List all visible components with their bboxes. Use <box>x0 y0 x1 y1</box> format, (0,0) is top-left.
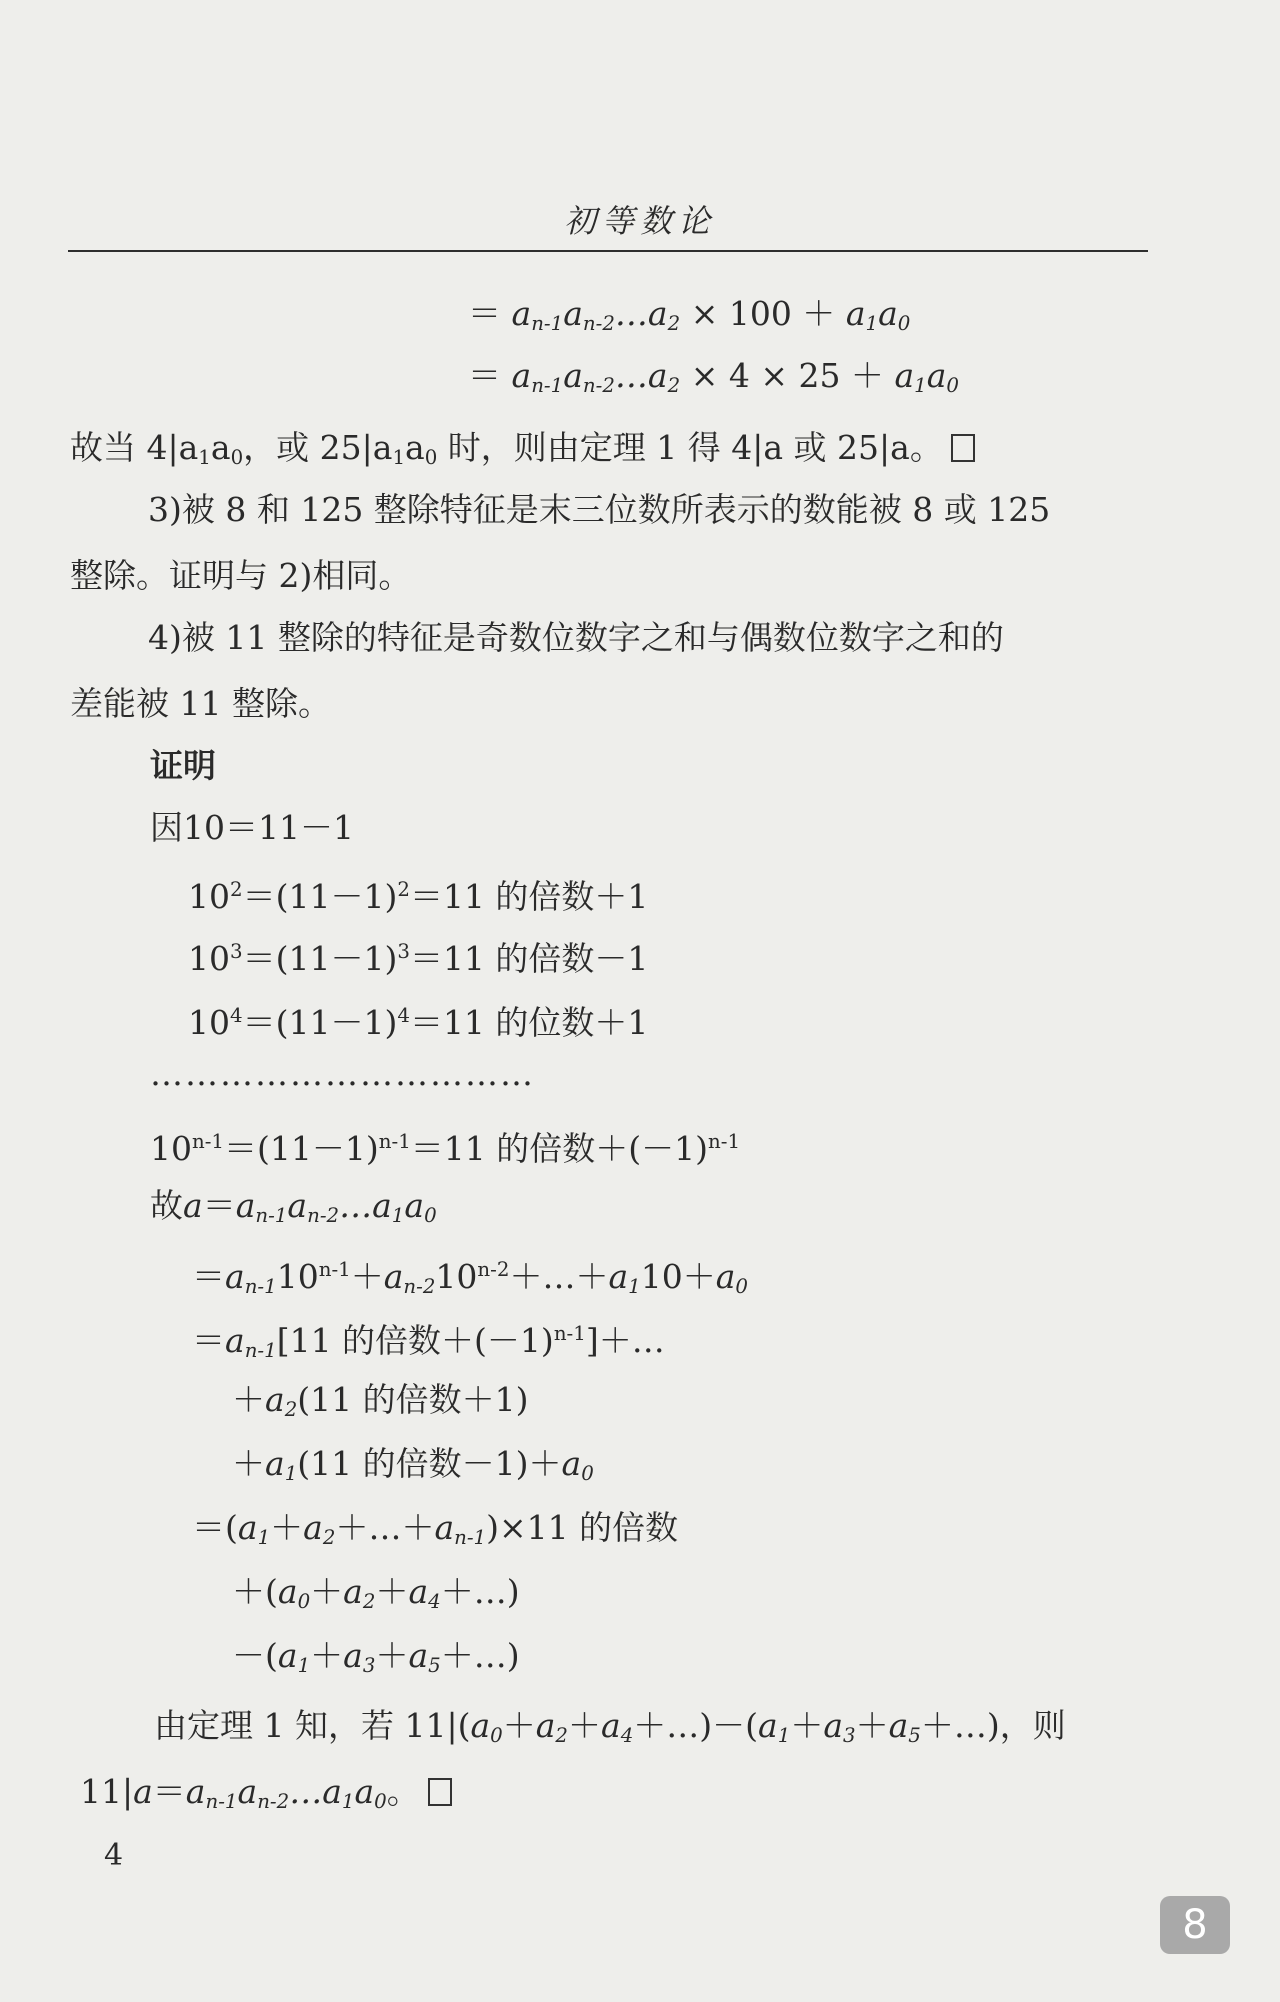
qed-box-icon <box>428 1778 452 1806</box>
equation-line: $=a_{n-1}10^{n-1}+a_{n-2}10^{n-2}+\dots+a_110+a_0$ <box>192 1256 748 1298</box>
paragraph-line: 3)被 8 和 125 整除特征是末三位数所表示的数能被 8 或 125 <box>148 490 1051 529</box>
header-rule <box>68 250 1148 252</box>
equation-line: $10^4=(11-1)^4=11$ 的位数＋1 <box>188 1002 649 1042</box>
equation-line: $-(a_1+a_3+a_5+\dots)$ <box>232 1636 520 1677</box>
equation-line: $+(a_0+a_2+a_4+\dots)$ <box>232 1572 520 1613</box>
proof-heading: 证明 <box>150 746 216 785</box>
equation-line: $10^2=(11-1)^2=11$ 的倍数＋1 <box>188 876 649 916</box>
text-line: 故当 $4|a_1a_0$，或 $25|a_1a_0$ 时，则由定理 1 得 4|a 或 25|a。 <box>70 428 975 478</box>
ellipsis-line: …………………………… <box>150 1054 535 1093</box>
equation-line: 因10＝11－1 <box>150 808 354 847</box>
paragraph-line: 整除。证明与 2)相同。 <box>70 556 412 595</box>
equation-line: ＝ $a_{n-1}a_{n-2}\dots a_2 \times 100 + a_1a_0$ <box>468 294 911 335</box>
equation-line: $+a_2(11$ 的倍数＋1) <box>232 1380 529 1421</box>
paragraph-line: $11|a=a_{n-1}a_{n-2}\dots a_1a_0$。 <box>80 1772 452 1822</box>
equation-line: $10^{n-1}=(11-1)^{n-1}=11$ 的倍数$+(-1)^{n-1}$ <box>150 1128 741 1168</box>
equation-line: $10^3=(11-1)^3=11$ 的倍数－1 <box>188 938 649 978</box>
page-number: 4 <box>104 1838 124 1873</box>
paragraph-line: 差能被 11 整除。 <box>70 684 331 723</box>
qed-box-icon <box>951 434 975 462</box>
equation-line: $+a_1(11$ 的倍数$-1)+a_0$ <box>232 1444 594 1485</box>
scan-page-badge: 8 <box>1160 1896 1230 1954</box>
running-header: 初等数论 <box>563 202 716 240</box>
paragraph-line: 4)被 11 整除的特征是奇数位数字之和与偶数位数字之和的 <box>148 618 1004 657</box>
paragraph-line: 由定理 1 知，若 $11|(a_0+a_2+a_4+\dots)-(a_1+a_3+a_5+\dots)$，则 <box>154 1706 1066 1747</box>
equation-line: 故$a=a_{n-1}a_{n-2}\dots a_1a_0$ <box>150 1186 437 1227</box>
equation-line: $=(a_1+a_2+\dots+a_{n-1})\times 11$ 的倍数 <box>192 1508 679 1549</box>
equation-line: ＝ $a_{n-1}a_{n-2}\dots a_2 \times 4 \times 25 + a_1a_0$ <box>468 356 959 397</box>
equation-line: $=a_{n-1}[11$ 的倍数$+(-1)^{n-1}]+\dots$ <box>192 1320 665 1362</box>
